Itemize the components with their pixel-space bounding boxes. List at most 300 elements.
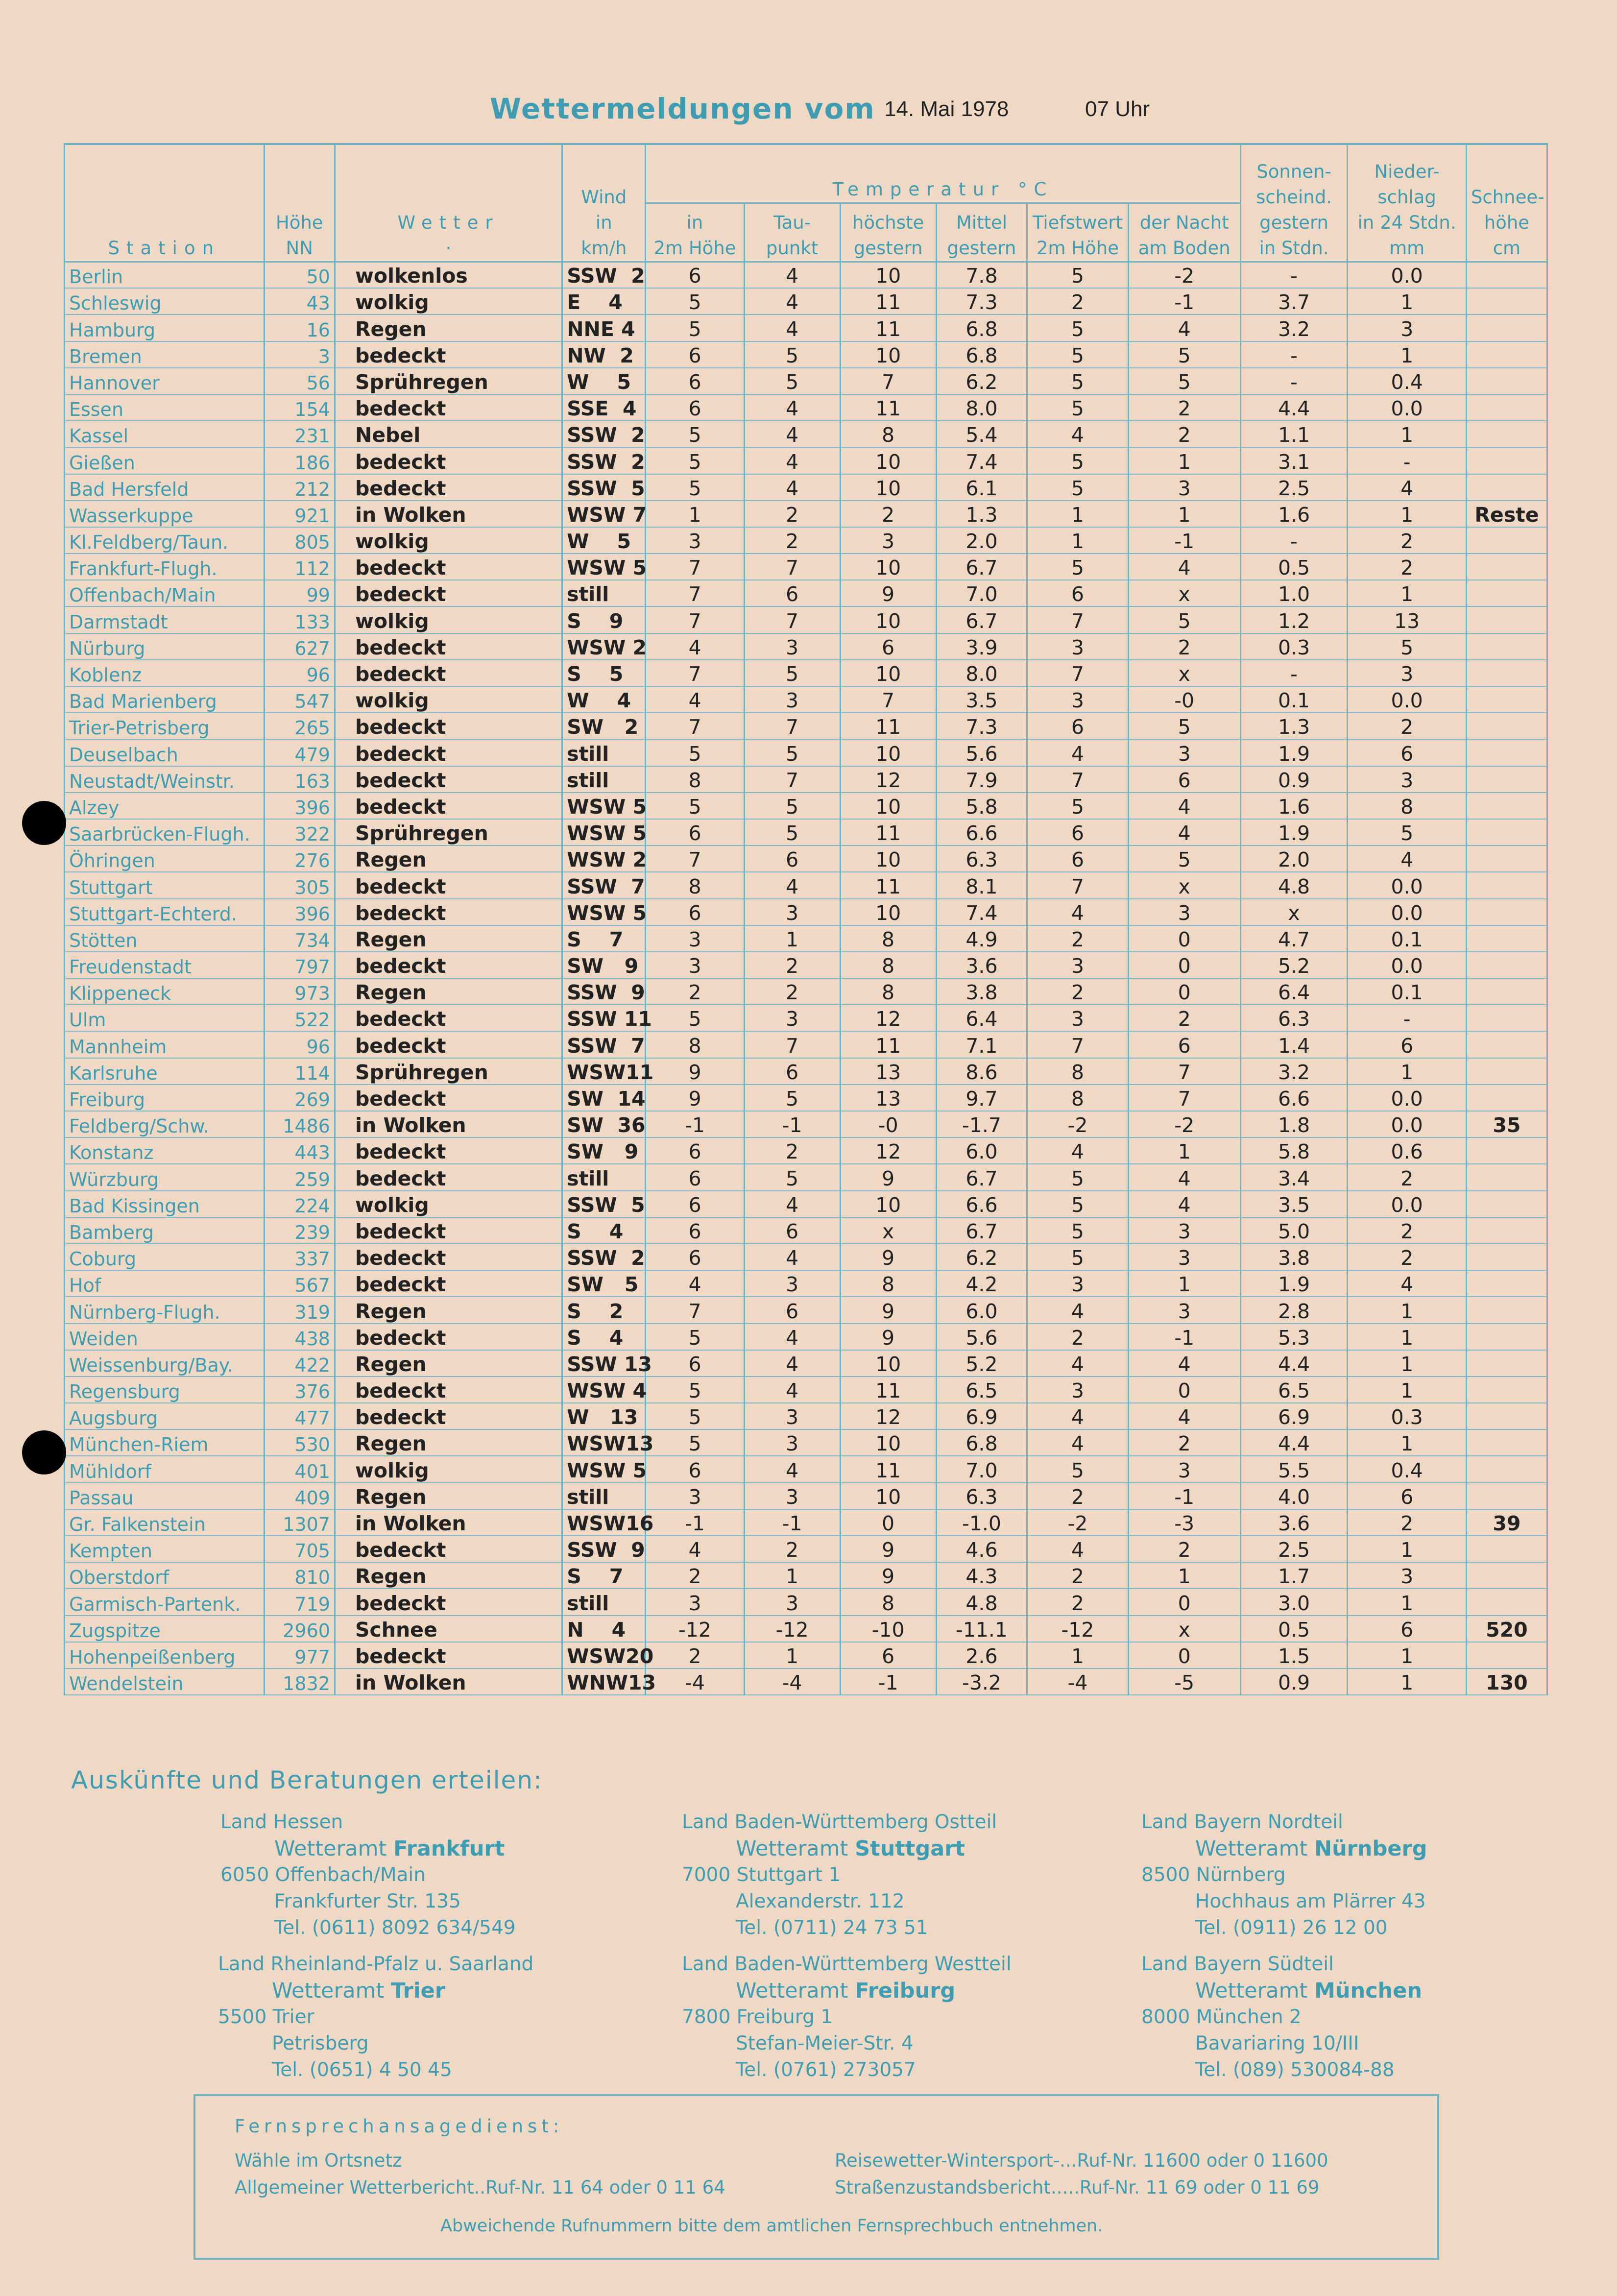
wetter-cell: bedeckt xyxy=(335,872,562,898)
station-cell: Kempten xyxy=(65,1536,265,1562)
hoechste-cell: 9 xyxy=(840,1297,936,1323)
hoechste-cell: 10 xyxy=(840,554,936,580)
station-cell: Freudenstadt xyxy=(65,952,265,978)
nacht-boden-cell: 0 xyxy=(1128,952,1240,978)
hoehe-cell: 305 xyxy=(264,872,335,898)
schneehoehe-cell xyxy=(1466,341,1547,368)
niederschlag-cell: 8 xyxy=(1348,793,1466,819)
office-phone: Tel. (0911) 26 12 00 xyxy=(1195,1917,1388,1939)
mittel-cell: 4.9 xyxy=(936,925,1027,952)
wetter-cell: bedeckt xyxy=(335,793,562,819)
office-trier xyxy=(218,1951,533,2083)
niederschlag-cell: 1 xyxy=(1348,421,1466,447)
station-cell: Zugspitze xyxy=(65,1616,265,1642)
office-street: Bavariaring 10/III xyxy=(1195,2032,1359,2054)
hoechste-cell: 10 xyxy=(840,1191,936,1217)
niederschlag-cell: 13 xyxy=(1348,606,1466,633)
table-row xyxy=(65,580,1547,606)
taupunkt-cell: 3 xyxy=(744,1589,840,1615)
table-row xyxy=(65,1005,1547,1031)
wind-cell: S 7 xyxy=(562,925,646,952)
schneehoehe-cell xyxy=(1466,1031,1547,1058)
taupunkt-cell: 4 xyxy=(744,394,840,421)
niederschlag-cell: 1 xyxy=(1348,1668,1466,1695)
hoehe-cell: 163 xyxy=(264,766,335,793)
wind-cell: W 5 xyxy=(562,527,646,554)
schneehoehe-cell xyxy=(1466,1270,1547,1297)
table-row xyxy=(65,554,1547,580)
hoechste-cell: 10 xyxy=(840,606,936,633)
hoehe-cell: 409 xyxy=(264,1483,335,1509)
mittel-cell: 6.0 xyxy=(936,1297,1027,1323)
wetter-cell: bedeckt xyxy=(335,1324,562,1350)
wetter-cell: bedeckt xyxy=(335,1642,562,1668)
wetter-cell: in Wolken xyxy=(335,1668,562,1695)
hoechste-cell: 12 xyxy=(840,1137,936,1164)
wetter-cell: Regen xyxy=(335,978,562,1005)
hoehe-cell: 319 xyxy=(264,1297,335,1323)
mittel-cell: 6.8 xyxy=(936,1429,1027,1456)
tiefstwert-cell: 2 xyxy=(1027,978,1128,1005)
nacht-boden-cell: 2 xyxy=(1128,1536,1240,1562)
temp-2m-cell: 3 xyxy=(646,925,744,952)
taupunkt-cell: 2 xyxy=(744,1137,840,1164)
report-time: 07 Uhr xyxy=(1085,97,1150,121)
sonnenschein-cell: 3.2 xyxy=(1240,314,1348,341)
sonnenschein-cell: 3.5 xyxy=(1240,1191,1348,1217)
sonnenschein-cell: 1.9 xyxy=(1240,819,1348,846)
station-cell: Konstanz xyxy=(65,1137,265,1164)
nacht-boden-cell: -2 xyxy=(1128,1111,1240,1137)
taupunkt-cell: 3 xyxy=(744,1429,840,1456)
taupunkt-cell: -4 xyxy=(744,1668,840,1695)
niederschlag-cell: 0.0 xyxy=(1348,1111,1466,1137)
wetter-cell: bedeckt xyxy=(335,580,562,606)
hoechste-cell: 6 xyxy=(840,1642,936,1668)
mittel-cell: 4.8 xyxy=(936,1589,1027,1615)
schneehoehe-cell xyxy=(1466,474,1547,501)
sonnenschein-cell: - xyxy=(1240,262,1348,288)
wind-cell: S 4 xyxy=(562,1324,646,1350)
temp-2m-cell: 5 xyxy=(646,739,744,766)
wetter-cell: bedeckt xyxy=(335,713,562,739)
niederschlag-cell: 6 xyxy=(1348,1031,1466,1058)
wind-cell: SW 9 xyxy=(562,952,646,978)
hoechste-cell: 10 xyxy=(840,1483,936,1509)
hoechste-cell: 6 xyxy=(840,633,936,660)
wind-cell: S 7 xyxy=(562,1562,646,1589)
wind-cell: WSW16 xyxy=(562,1509,646,1536)
hoehe-cell: 1832 xyxy=(264,1668,335,1695)
nacht-boden-cell: 3 xyxy=(1128,899,1240,925)
station-cell: Bad Marienberg xyxy=(65,686,265,713)
niederschlag-cell: 0.4 xyxy=(1348,368,1466,394)
table-row xyxy=(65,606,1547,633)
temp-2m-cell: 6 xyxy=(646,341,744,368)
wind-cell: WSW11 xyxy=(562,1058,646,1085)
taupunkt-cell: 1 xyxy=(744,1642,840,1668)
tiefstwert-cell: 5 xyxy=(1027,314,1128,341)
wind-cell: SSW 2 xyxy=(562,1244,646,1270)
wind-cell: S 5 xyxy=(562,660,646,686)
office-name-prefix: Wetteramt xyxy=(272,1979,385,2003)
wind-cell: NNE 4 xyxy=(562,314,646,341)
hoechste-cell: 12 xyxy=(840,1403,936,1429)
station-cell: Stuttgart-Echterd. xyxy=(65,899,265,925)
hoehe-cell: 705 xyxy=(264,1536,335,1562)
schneehoehe-cell xyxy=(1466,262,1547,288)
nacht-boden-cell: 6 xyxy=(1128,1031,1240,1058)
taupunkt-cell: 4 xyxy=(744,1244,840,1270)
nacht-boden-cell: 1 xyxy=(1128,1562,1240,1589)
tiefstwert-cell: 6 xyxy=(1027,713,1128,739)
niederschlag-cell: 2 xyxy=(1348,554,1466,580)
station-cell: Weiden xyxy=(65,1324,265,1350)
niederschlag-cell: 3 xyxy=(1348,660,1466,686)
niederschlag-cell: 1 xyxy=(1348,501,1466,527)
nacht-boden-cell: 0 xyxy=(1128,978,1240,1005)
sonnenschein-cell: 5.2 xyxy=(1240,952,1348,978)
hoehe-cell: 396 xyxy=(264,793,335,819)
tiefstwert-cell: 3 xyxy=(1027,1377,1128,1403)
taupunkt-cell: 2 xyxy=(744,1536,840,1562)
hoechste-cell: 10 xyxy=(840,474,936,501)
wind-cell: SSE 4 xyxy=(562,394,646,421)
wind-cell: NW 2 xyxy=(562,341,646,368)
sonnenschein-cell: 1.6 xyxy=(1240,793,1348,819)
mittel-cell: -1.7 xyxy=(936,1111,1027,1137)
office-phone: Tel. (0611) 8092 634/549 xyxy=(274,1917,516,1939)
mittel-cell: 6.8 xyxy=(936,314,1027,341)
hoechste-cell: 9 xyxy=(840,1164,936,1190)
sonnenschein-cell: 1.1 xyxy=(1240,421,1348,447)
wind-cell: WSW 7 xyxy=(562,501,646,527)
header-wetter: Wetter · xyxy=(335,144,562,262)
hoehe-cell: 567 xyxy=(264,1270,335,1297)
wind-cell: SSW 2 xyxy=(562,262,646,288)
station-cell: Saarbrücken-Flugh. xyxy=(65,819,265,846)
wind-cell: still xyxy=(562,1483,646,1509)
niederschlag-cell: 0.0 xyxy=(1348,1085,1466,1111)
tiefstwert-cell: 2 xyxy=(1027,1324,1128,1350)
wetter-cell: bedeckt xyxy=(335,766,562,793)
schneehoehe-cell: 520 xyxy=(1466,1616,1547,1642)
tiefstwert-cell: 4 xyxy=(1027,899,1128,925)
temp-2m-cell: 5 xyxy=(646,1429,744,1456)
wind-cell: still xyxy=(562,739,646,766)
table-row xyxy=(65,1377,1547,1403)
wind-cell: SSW 9 xyxy=(562,978,646,1005)
schneehoehe-cell xyxy=(1466,872,1547,898)
table-row xyxy=(65,341,1547,368)
temp-2m-cell: 6 xyxy=(646,1217,744,1244)
wind-cell: SW 2 xyxy=(562,713,646,739)
table-row xyxy=(65,368,1547,394)
temp-2m-cell: 8 xyxy=(646,1031,744,1058)
office-street: Petrisberg xyxy=(272,2032,369,2054)
wetter-cell: Sprühregen xyxy=(335,819,562,846)
mittel-cell: 5.8 xyxy=(936,793,1027,819)
station-cell: Oberstdorf xyxy=(65,1562,265,1589)
tiefstwert-cell: 5 xyxy=(1027,554,1128,580)
temp-2m-cell: 2 xyxy=(646,978,744,1005)
nacht-boden-cell: 1 xyxy=(1128,447,1240,474)
schneehoehe-cell xyxy=(1466,952,1547,978)
hoechste-cell: 11 xyxy=(840,1031,936,1058)
nacht-boden-cell: -1 xyxy=(1128,527,1240,554)
station-cell: Stötten xyxy=(65,925,265,952)
nacht-boden-cell: 6 xyxy=(1128,766,1240,793)
sonnenschein-cell: 5.8 xyxy=(1240,1137,1348,1164)
phone-left-line1: Wähle im Ortsnetz xyxy=(235,2150,402,2171)
phone-right-line1: Reisewetter-Wintersport-...Ruf-Nr. 11600 oder 0 11600 xyxy=(835,2150,1328,2171)
wind-cell: WSW 5 xyxy=(562,1456,646,1482)
taupunkt-cell: 2 xyxy=(744,978,840,1005)
temp-2m-cell: 6 xyxy=(646,1164,744,1190)
mittel-cell: 8.1 xyxy=(936,872,1027,898)
table-row xyxy=(65,447,1547,474)
wetter-cell: in Wolken xyxy=(335,1111,562,1137)
niederschlag-cell: 6 xyxy=(1348,739,1466,766)
taupunkt-cell: 4 xyxy=(744,1191,840,1217)
taupunkt-cell: 2 xyxy=(744,952,840,978)
tiefstwert-cell: 1 xyxy=(1027,501,1128,527)
niederschlag-cell: 1 xyxy=(1348,1377,1466,1403)
sonnenschein-cell: 0.5 xyxy=(1240,1616,1348,1642)
temp-2m-cell: 7 xyxy=(646,1297,744,1323)
sonnenschein-cell: 3.2 xyxy=(1240,1058,1348,1085)
temp-2m-cell: 7 xyxy=(646,660,744,686)
hoechste-cell: 12 xyxy=(840,1005,936,1031)
schneehoehe-cell xyxy=(1466,580,1547,606)
nacht-boden-cell: 4 xyxy=(1128,1403,1240,1429)
taupunkt-cell: 4 xyxy=(744,314,840,341)
temp-2m-cell: 6 xyxy=(646,1191,744,1217)
sonnenschein-cell: 3.6 xyxy=(1240,1509,1348,1536)
tiefstwert-cell: 5 xyxy=(1027,262,1128,288)
taupunkt-cell: 6 xyxy=(744,1297,840,1323)
mittel-cell: 4.3 xyxy=(936,1562,1027,1589)
sonnenschein-cell: 4.8 xyxy=(1240,872,1348,898)
nacht-boden-cell: 2 xyxy=(1128,1429,1240,1456)
nacht-boden-cell: x xyxy=(1128,1616,1240,1642)
sonnenschein-cell: 6.3 xyxy=(1240,1005,1348,1031)
report-date: 14. Mai 1978 xyxy=(884,97,1009,121)
table-row xyxy=(65,1483,1547,1509)
taupunkt-cell: 2 xyxy=(744,527,840,554)
schneehoehe-cell xyxy=(1466,421,1547,447)
mittel-cell: 7.3 xyxy=(936,288,1027,314)
temp-2m-cell: 4 xyxy=(646,1270,744,1297)
hoehe-cell: 43 xyxy=(264,288,335,314)
temp-2m-cell: 4 xyxy=(646,686,744,713)
tiefstwert-cell: 4 xyxy=(1027,1536,1128,1562)
wind-cell: still xyxy=(562,1164,646,1190)
schneehoehe-cell xyxy=(1466,1429,1547,1456)
wind-cell: SSW 2 xyxy=(562,421,646,447)
mittel-cell: 3.5 xyxy=(936,686,1027,713)
wetter-cell: bedeckt xyxy=(335,1217,562,1244)
schneehoehe-cell xyxy=(1466,1137,1547,1164)
temp-2m-cell: 5 xyxy=(646,421,744,447)
office-phone: Tel. (0761) 273057 xyxy=(736,2059,916,2081)
wind-cell: WSW 5 xyxy=(562,554,646,580)
hoehe-cell: 973 xyxy=(264,978,335,1005)
sonnenschein-cell: 1.6 xyxy=(1240,501,1348,527)
hoehe-cell: 96 xyxy=(264,660,335,686)
nacht-boden-cell: 5 xyxy=(1128,368,1240,394)
wind-cell: WSW 5 xyxy=(562,899,646,925)
station-cell: Bad Kissingen xyxy=(65,1191,265,1217)
taupunkt-cell: 4 xyxy=(744,872,840,898)
mittel-cell: 6.7 xyxy=(936,1164,1027,1190)
temp-2m-cell: 7 xyxy=(646,713,744,739)
hoehe-cell: 337 xyxy=(264,1244,335,1270)
hoehe-cell: 3 xyxy=(264,341,335,368)
table-row xyxy=(65,819,1547,846)
phone-service-box xyxy=(193,2094,1439,2260)
wind-cell: still xyxy=(562,766,646,793)
nacht-boden-cell: 4 xyxy=(1128,1164,1240,1190)
temp-2m-cell: 5 xyxy=(646,1403,744,1429)
hoechste-cell: 9 xyxy=(840,1324,936,1350)
wetter-cell: Regen xyxy=(335,1297,562,1323)
taupunkt-cell: 4 xyxy=(744,262,840,288)
niederschlag-cell: 1 xyxy=(1348,1642,1466,1668)
nacht-boden-cell: 1 xyxy=(1128,501,1240,527)
taupunkt-cell: -1 xyxy=(744,1509,840,1536)
taupunkt-cell: 6 xyxy=(744,1217,840,1244)
hoechste-cell: 8 xyxy=(840,421,936,447)
station-cell: Nürburg xyxy=(65,633,265,660)
sonnenschein-cell: - xyxy=(1240,341,1348,368)
table-row xyxy=(65,1244,1547,1270)
schneehoehe-cell xyxy=(1466,846,1547,872)
title-row xyxy=(0,87,1617,136)
office-nuernberg xyxy=(1141,1809,1427,1941)
nacht-boden-cell: -3 xyxy=(1128,1509,1240,1536)
tiefstwert-cell: -2 xyxy=(1027,1509,1128,1536)
temp-2m-cell: 8 xyxy=(646,872,744,898)
station-cell: Ulm xyxy=(65,1005,265,1031)
header-station: Station xyxy=(65,144,265,262)
taupunkt-cell: 6 xyxy=(744,1058,840,1085)
sonnenschein-cell: 2.8 xyxy=(1240,1297,1348,1323)
wind-cell: still xyxy=(562,1589,646,1615)
nacht-boden-cell: 4 xyxy=(1128,314,1240,341)
hoechste-cell: 3 xyxy=(840,527,936,554)
tiefstwert-cell: 4 xyxy=(1027,1137,1128,1164)
mittel-cell: 6.7 xyxy=(936,1217,1027,1244)
temp-2m-cell: 6 xyxy=(646,394,744,421)
wetter-cell: bedeckt xyxy=(335,554,562,580)
wind-cell: SSW 2 xyxy=(562,447,646,474)
niederschlag-cell: 0.0 xyxy=(1348,899,1466,925)
hoehe-cell: 422 xyxy=(264,1350,335,1377)
wetter-cell: wolkig xyxy=(335,288,562,314)
hoechste-cell: 11 xyxy=(840,819,936,846)
mittel-cell: 7.1 xyxy=(936,1031,1027,1058)
wetter-cell: bedeckt xyxy=(335,1589,562,1615)
hoehe-cell: 977 xyxy=(264,1642,335,1668)
header-t2m: in 2m Höhe xyxy=(646,203,744,262)
schneehoehe-cell xyxy=(1466,606,1547,633)
nacht-boden-cell: 7 xyxy=(1128,1058,1240,1085)
station-cell: Würzburg xyxy=(65,1164,265,1190)
station-cell: Frankfurt-Flugh. xyxy=(65,554,265,580)
hoechste-cell: 10 xyxy=(840,793,936,819)
temp-2m-cell: 6 xyxy=(646,262,744,288)
hoechste-cell: 0 xyxy=(840,1509,936,1536)
temp-2m-cell: 4 xyxy=(646,633,744,660)
tiefstwert-cell: 5 xyxy=(1027,1191,1128,1217)
mittel-cell: 3.9 xyxy=(936,633,1027,660)
office-region: Land Baden-Württemberg Westteil xyxy=(682,1953,1012,1975)
tiefstwert-cell: 1 xyxy=(1027,527,1128,554)
station-cell: Hamburg xyxy=(65,314,265,341)
wetter-cell: Regen xyxy=(335,1429,562,1456)
niederschlag-cell: 1 xyxy=(1348,1589,1466,1615)
hoehe-cell: 921 xyxy=(264,501,335,527)
wind-cell: SSW 7 xyxy=(562,872,646,898)
station-cell: Mannheim xyxy=(65,1031,265,1058)
taupunkt-cell: 5 xyxy=(744,819,840,846)
niederschlag-cell: 1 xyxy=(1348,1324,1466,1350)
sonnenschein-cell: 3.1 xyxy=(1240,447,1348,474)
hoechste-cell: 10 xyxy=(840,899,936,925)
table-row xyxy=(65,1642,1547,1668)
hoechste-cell: -10 xyxy=(840,1616,936,1642)
info-heading: Auskünfte und Beratungen erteilen: xyxy=(71,1766,543,1794)
niederschlag-cell: 4 xyxy=(1348,846,1466,872)
hoechste-cell: 7 xyxy=(840,368,936,394)
hoehe-cell: 96 xyxy=(264,1031,335,1058)
hoechste-cell: 11 xyxy=(840,314,936,341)
taupunkt-cell: 6 xyxy=(744,580,840,606)
sonnenschein-cell: 0.1 xyxy=(1240,686,1348,713)
niederschlag-cell: 1 xyxy=(1348,580,1466,606)
temp-2m-cell: -1 xyxy=(646,1111,744,1137)
taupunkt-cell: 4 xyxy=(744,1456,840,1482)
office-frankfurt xyxy=(220,1809,516,1941)
nacht-boden-cell: 4 xyxy=(1128,1191,1240,1217)
nacht-boden-cell: 4 xyxy=(1128,819,1240,846)
temp-2m-cell: -4 xyxy=(646,1668,744,1695)
office-name: Stuttgart xyxy=(855,1837,965,1861)
table-row xyxy=(65,1509,1547,1536)
station-cell: Essen xyxy=(65,394,265,421)
mittel-cell: 8.0 xyxy=(936,394,1027,421)
table-row xyxy=(65,739,1547,766)
wind-cell: S 9 xyxy=(562,606,646,633)
wetter-cell: bedeckt xyxy=(335,952,562,978)
mittel-cell: 6.9 xyxy=(936,1403,1027,1429)
wetter-cell: bedeckt xyxy=(335,1137,562,1164)
wetter-cell: wolkig xyxy=(335,1456,562,1482)
station-cell: Wendelstein xyxy=(65,1668,265,1695)
hoechste-cell: 9 xyxy=(840,1244,936,1270)
sonnenschein-cell: 0.9 xyxy=(1240,766,1348,793)
office-region: Land Baden-Württemberg Ostteil xyxy=(682,1811,997,1833)
taupunkt-cell: 5 xyxy=(744,1085,840,1111)
schneehoehe-cell xyxy=(1466,527,1547,554)
niederschlag-cell: 3 xyxy=(1348,766,1466,793)
nacht-boden-cell: 3 xyxy=(1128,739,1240,766)
nacht-boden-cell: -5 xyxy=(1128,1668,1240,1695)
hoechste-cell: -0 xyxy=(840,1111,936,1137)
taupunkt-cell: 4 xyxy=(744,1377,840,1403)
taupunkt-cell: 3 xyxy=(744,1005,840,1031)
